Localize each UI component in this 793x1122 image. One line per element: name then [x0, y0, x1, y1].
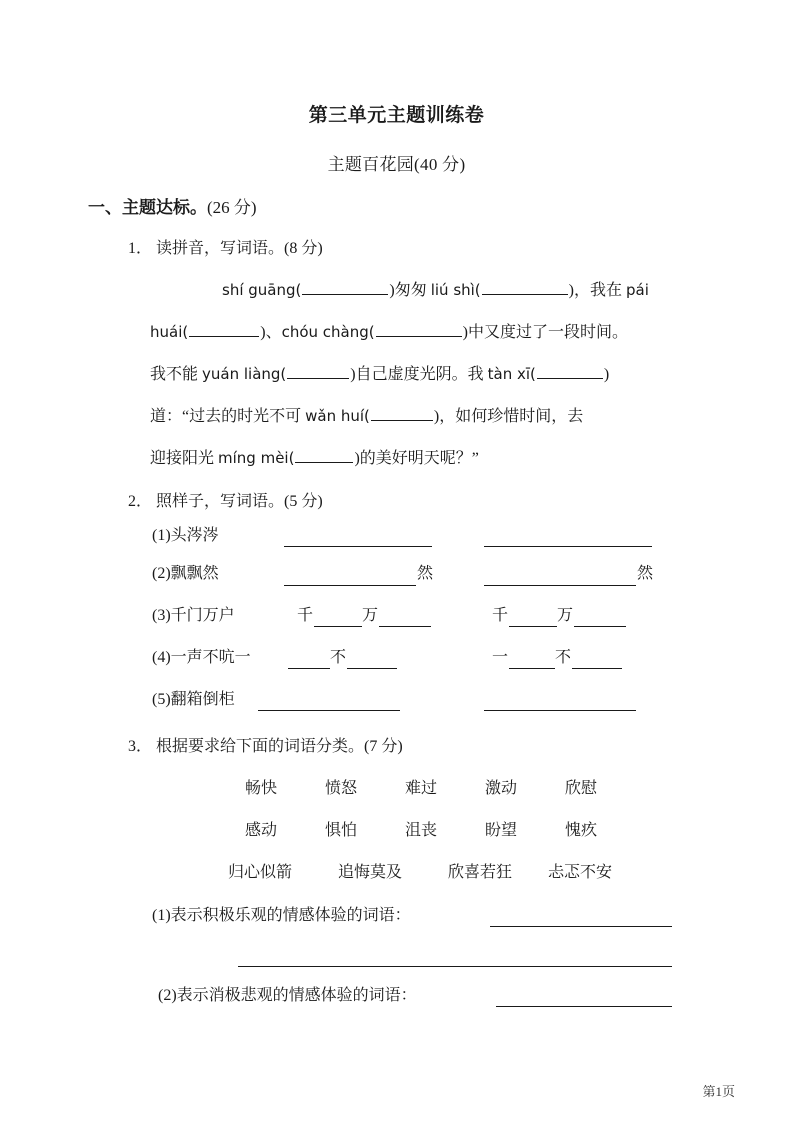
q2-item-3-blank-a2[interactable]: [509, 626, 557, 627]
q1-answer-blank-wanhui[interactable]: [371, 404, 433, 421]
q3-word-row-1: [245, 775, 597, 798]
q2-item-4-char-a2: 一: [492, 649, 509, 666]
question-3-points: (7 分): [364, 738, 403, 755]
q3-word: 归心似箭: [228, 864, 293, 881]
q1-l2-seg-4: chóu chàng(: [281, 323, 375, 341]
q3-word-row-2: [245, 817, 597, 840]
q1-l1-seg-4: liú shì(: [430, 281, 481, 299]
q2-item-4-blank-b2[interactable]: [572, 668, 622, 669]
question-3-prompt: 根据要求给下面的词语分类。: [156, 738, 365, 755]
q1-line-5: [150, 446, 479, 467]
question-2-heading: [128, 488, 323, 511]
q3-word: 激动: [485, 780, 518, 797]
q1-line-2: [150, 320, 628, 341]
q2-item-3-char-b2: 万: [557, 607, 574, 624]
q2-item-2-suffix-b: 然: [637, 565, 654, 582]
q2-item-3-blank-b1[interactable]: [379, 626, 431, 627]
q1-l1-seg-7: pái: [626, 281, 649, 299]
q3-word-row-3: [228, 859, 612, 882]
question-1-prompt: 读拼音，写词语。: [156, 240, 285, 257]
question-3-number: 3．: [128, 738, 153, 755]
page-subtitle: 主题百花园(40 分): [327, 155, 466, 174]
section-heading: [88, 193, 257, 218]
q1-l4-seg-4: )，如何珍惜时间，去: [433, 408, 584, 425]
q1-l3-seg-4: )自己虚度光阴。我: [350, 366, 488, 383]
q3-word: 愧疚: [565, 822, 598, 839]
q1-l3-seg-1: 我不能: [150, 366, 203, 383]
q3-word: 欣慰: [565, 780, 598, 797]
q2-item-3-blank-b2[interactable]: [574, 626, 626, 627]
q1-l4-seg-2: wǎn huí(: [305, 407, 370, 425]
section-points: (26 分): [207, 198, 257, 217]
q3-word: 愤怒: [325, 780, 358, 797]
page-title: 第三单元主题训练卷: [308, 105, 485, 126]
q1-answer-blank-chouchang[interactable]: [376, 320, 462, 337]
q2-item-3-char-a2: 千: [492, 607, 509, 624]
q3-subitem-2-blank-line-1[interactable]: [496, 1006, 672, 1007]
q2-item-3-char-a1: 千: [297, 607, 314, 624]
q2-item-3-char-b1: 万: [362, 607, 379, 624]
question-1-points: (8 分): [284, 240, 323, 257]
q3-word: 追悔莫及: [338, 864, 403, 881]
q2-item-3-blank-a1[interactable]: [314, 626, 362, 627]
q1-line-1: [222, 278, 649, 299]
q1-l2-seg-3: )、: [260, 324, 282, 341]
q2-item-4-label: (4)一声不吭一: [152, 649, 251, 666]
q3-subitem-1-blank-line-1[interactable]: [490, 926, 672, 927]
q1-line-3: [150, 362, 609, 383]
q2-item-4-char-b2: 不: [555, 649, 572, 666]
q3-word: 难过: [405, 780, 438, 797]
q2-item-5-label: (5)翻箱倒柜: [152, 691, 235, 708]
section-label: 一、主题达标。: [88, 198, 207, 217]
q2-item-1-blank-b[interactable]: [484, 546, 652, 547]
q1-l1-seg-1: shí guāng(: [222, 281, 302, 299]
question-2-points: (5 分): [284, 493, 323, 510]
q2-item-2-blank-b[interactable]: [484, 585, 636, 586]
page-number-footer: 第1页: [702, 1084, 735, 1099]
q3-word: 沮丧: [405, 822, 438, 839]
q1-l5-seg-4: )的美好明天呢？”: [354, 450, 479, 467]
q1-l3-seg-2: yuán liàng(: [202, 365, 287, 383]
q1-l3-seg-5: tàn xī(: [487, 365, 536, 383]
q2-item-2-suffix-a: 然: [417, 565, 434, 582]
q3-word: 畅快: [245, 780, 278, 797]
q1-answer-blank-huai[interactable]: [189, 320, 259, 337]
q3-word: 盼望: [485, 822, 518, 839]
q1-l1-seg-3: )匆匆: [389, 282, 431, 299]
q3-word: 忐忑不安: [548, 864, 613, 881]
q2-item-1-blank-a[interactable]: [284, 546, 432, 547]
q3-subitem-1-blank-line-2[interactable]: [238, 966, 672, 967]
q3-word: 感动: [245, 822, 278, 839]
q2-item-4-blank-a2[interactable]: [509, 668, 555, 669]
q2-item-3-label: (3)千门万户: [152, 607, 235, 624]
q2-item-5-blank-b[interactable]: [484, 710, 636, 711]
question-2-number: 2．: [128, 493, 153, 510]
q2-item-4-blank-b1[interactable]: [347, 668, 397, 669]
q2-item-4-char-b1: 不: [330, 649, 347, 666]
q2-item-5-blank-a[interactable]: [258, 710, 400, 711]
q2-item-2-label: (2)飘飘然: [152, 565, 219, 582]
q1-line-4: [150, 404, 583, 425]
q1-answer-blank-tanxi[interactable]: [537, 362, 603, 379]
question-3-heading: [128, 733, 403, 756]
q1-l5-seg-1: 迎接阳光: [150, 450, 219, 467]
q3-word: 欣喜若狂: [448, 864, 513, 881]
q1-answer-blank-yuanliang[interactable]: [287, 362, 349, 379]
q2-item-4-blank-a1[interactable]: [288, 668, 330, 669]
q1-l1-seg-6: )，我在: [568, 282, 626, 299]
q1-l3-seg-7: ): [603, 366, 610, 383]
question-1-heading: [128, 235, 323, 258]
q1-l2-seg-6: )中又度过了一段时间。: [462, 324, 628, 341]
question-1-number: 1．: [128, 240, 153, 257]
q3-word: 惧怕: [325, 822, 358, 839]
q2-item-1-label: (1)头涔涔: [152, 527, 219, 544]
q1-answer-blank-liushi[interactable]: [482, 278, 568, 295]
q2-item-2-blank-a[interactable]: [284, 585, 416, 586]
question-2-prompt: 照样子，写词语。: [156, 493, 285, 510]
q1-l2-seg-1: huái(: [150, 323, 189, 341]
q3-subitem-1-label: (1)表示积极乐观的情感体验的词语：: [152, 907, 411, 924]
q1-l4-seg-1: 道：“过去的时光不可: [150, 408, 306, 425]
q1-l5-seg-2: míng mèi(: [218, 449, 295, 467]
q1-answer-blank-mingmei[interactable]: [295, 446, 353, 463]
q3-subitem-2-label: (2)表示消极悲观的情感体验的词语：: [158, 987, 417, 1004]
q1-answer-blank-shiguang[interactable]: [302, 278, 388, 295]
